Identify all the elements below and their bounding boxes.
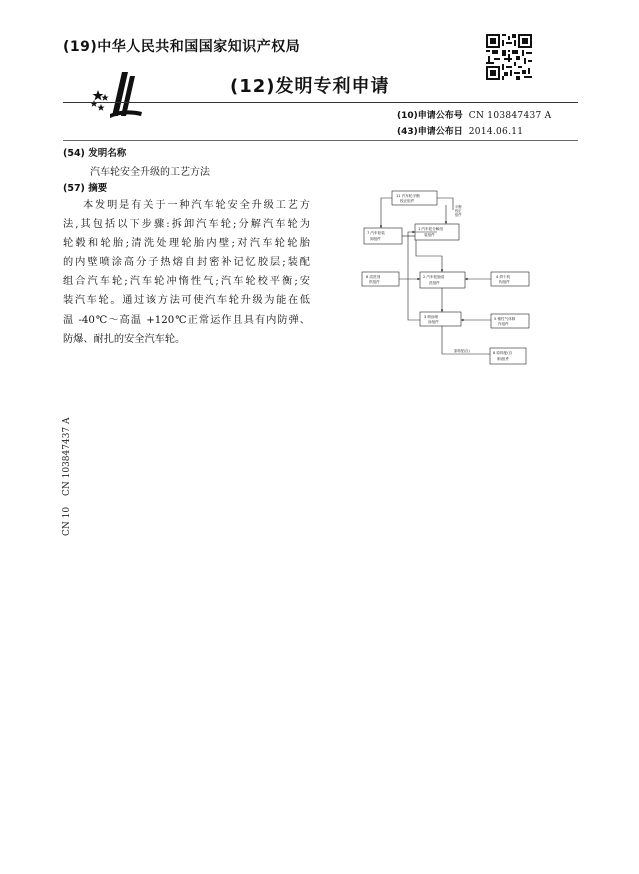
abstract-line: 本发明是有关于一种汽车轮安全升级工艺方	[83, 200, 310, 211]
abstract-line: 轮毂和轮胎;清洗处理轮胎内壁;对汽车轮轮胎	[63, 238, 310, 250]
diagram-side-label: 校正	[455, 209, 462, 213]
abstract-line: 的内壁喷涂高分子热熔自封密补记忆胶层;装配	[63, 257, 310, 269]
diagram-box-label: 3 喷涂喷	[424, 315, 439, 319]
publication-number-value: CN 103847437 A	[468, 111, 552, 121]
publication-date-label: (43)申请公布日	[397, 127, 463, 137]
diagram-box-label: 洗组件	[429, 281, 440, 285]
diagram-connector	[408, 232, 420, 320]
issuing-office: (19)中华人民共和国国家知识产权局	[63, 39, 301, 55]
diagram-box-label: 校正组件	[400, 199, 415, 203]
invention-title: 汽车轮安全升级的工艺方法	[90, 167, 210, 178]
abstract-label: (57) 摘要	[63, 183, 108, 194]
diagram-box-label: 1 汽车轮分解组	[418, 227, 443, 231]
diagram-box-label: 6 清洗剂	[366, 275, 381, 279]
diagram-box-label: 供组件	[369, 280, 380, 284]
abstract-line: 法,其包括以下步骤:拆卸汽车轮;分解汽车轮为	[63, 219, 310, 231]
diagram-box-label: 2 汽车轮胎清	[423, 275, 445, 279]
diagram-side-label: 组件	[455, 213, 462, 217]
publication-date-value: 2014.06.11	[468, 127, 524, 137]
abstract-line: 温 -40℃～高温 +120℃正常运作且具有内防弹、	[63, 314, 310, 326]
diagram-connector	[416, 240, 442, 272]
document-type: (12)发明专利申请	[230, 76, 390, 97]
diagram-box-label: 7 汽车轮装	[367, 231, 385, 235]
header-divider	[63, 102, 578, 103]
diagram-side-label: 平衡	[455, 205, 462, 209]
diagram-box-label: 卸组件	[370, 237, 381, 241]
abstract-line: 组合汽车轮;汽车轮冲惰性气;汽车轮校平衡;安	[63, 276, 310, 288]
invention-title-label: (54) 发明名称	[63, 148, 127, 159]
process-diagram	[356, 186, 568, 374]
publication-number-label: (10)申请公布号	[397, 111, 463, 121]
diagram-connector	[381, 198, 392, 228]
diagram-box-label: 4 烘干机	[496, 275, 511, 279]
diagram-connector	[437, 198, 453, 210]
publication-number	[397, 108, 551, 121]
diagram-box-label: 涂组件	[428, 320, 439, 324]
side-code-prefix: CN 10	[62, 506, 72, 536]
abstract-line: 防爆、耐扎的安全汽车轮。	[63, 333, 186, 345]
diagram-box-label: 作组件	[498, 322, 509, 326]
side-document-code	[59, 396, 73, 536]
diagram-side-label: 原料配(自)	[454, 349, 470, 353]
side-code-number: CN 103847437 A	[62, 417, 72, 496]
diagram-box-label: 8 原料配(自	[493, 351, 513, 355]
diagram-box-label: 11 汽车轮平衡	[396, 194, 420, 198]
abstract-text	[63, 196, 310, 349]
info-divider	[63, 140, 578, 141]
abstract-line: 装汽车轮。通过该方法可使汽车轮升级为能在低	[63, 295, 310, 307]
diagram-box-label: 制)组件	[497, 357, 510, 361]
qr-code	[486, 34, 532, 80]
diagram-box-label: 5 惰性气体制	[494, 317, 516, 321]
diagram-box-label: 装组件	[424, 233, 435, 237]
publication-date	[397, 124, 523, 137]
diagram-box-label: 构组件	[499, 280, 510, 284]
cnipa-logo	[88, 68, 146, 120]
